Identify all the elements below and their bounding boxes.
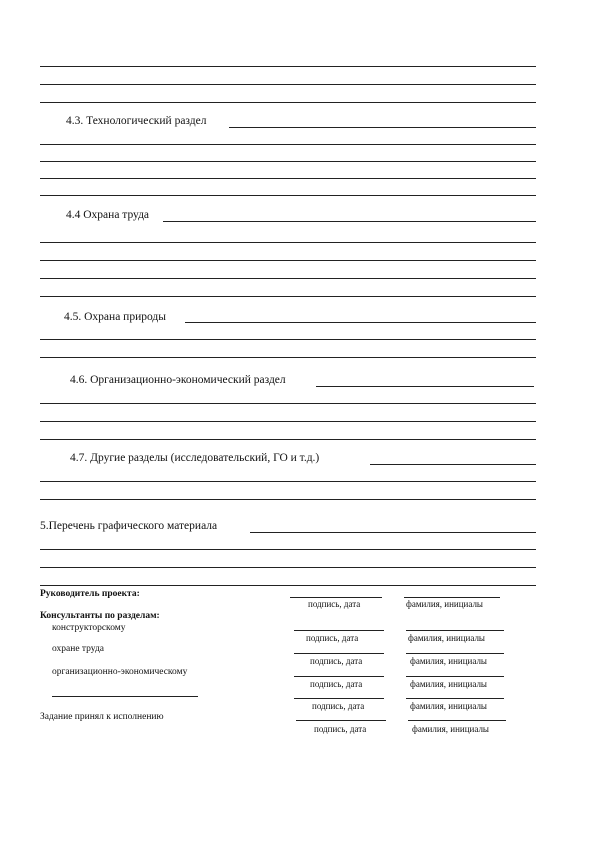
name-initials-caption: фамилия, инициалы [410, 701, 487, 711]
blank-line[interactable] [40, 549, 536, 550]
signature-line[interactable] [294, 698, 384, 699]
extra-consultant-line[interactable] [52, 696, 198, 697]
consultant-constructive-label: конструкторскому [52, 623, 126, 633]
section-nature-heading: 4.5. Охрана природы [64, 311, 166, 323]
name-initials-caption: фамилия, инициалы [412, 724, 489, 734]
consultants-label: Консультанты по разделам: [40, 611, 160, 621]
blank-line[interactable] [40, 195, 536, 196]
blank-line[interactable] [40, 260, 536, 261]
name-initials-caption: фамилия, инициалы [408, 633, 485, 643]
blank-line[interactable] [40, 403, 536, 404]
blank-line[interactable] [40, 161, 536, 162]
blank-line[interactable] [40, 296, 536, 297]
sign-date-caption: подпись, дата [312, 701, 365, 711]
signature-line[interactable] [294, 653, 384, 654]
section-econ-heading: 4.6. Организационно-экономический раздел [70, 374, 286, 386]
project-head-label: Руководитель проекта: [40, 589, 140, 599]
blank-line[interactable] [40, 278, 536, 279]
consultant-econ-label: организационно-экономическому [52, 667, 188, 677]
blank-line[interactable] [40, 242, 536, 243]
name-initials-caption: фамилия, инициалы [410, 656, 487, 666]
name-initials-caption: фамилия, инициалы [410, 679, 487, 689]
name-line[interactable] [408, 720, 506, 721]
blank-line[interactable] [40, 567, 536, 568]
consultant-labor-label: охране труда [52, 644, 104, 654]
task-accepted-label: Задание принял к исполнению [40, 712, 164, 722]
signature-line[interactable] [290, 597, 382, 598]
blank-line[interactable] [40, 439, 536, 440]
name-line[interactable] [404, 597, 500, 598]
name-line[interactable] [406, 698, 504, 699]
name-line[interactable] [406, 653, 504, 654]
section-tech-heading: 4.3. Технологический раздел [66, 115, 207, 127]
section-graphics-fill-line[interactable] [250, 532, 536, 533]
sign-date-caption: подпись, дата [310, 656, 363, 666]
signature-line[interactable] [294, 676, 384, 677]
blank-line[interactable] [40, 144, 536, 145]
name-line[interactable] [406, 676, 504, 677]
signature-line[interactable] [296, 720, 386, 721]
section-other-heading: 4.7. Другие разделы (исследовательский, ГО и т.д.) [70, 452, 320, 464]
sign-date-caption: подпись, дата [306, 633, 359, 643]
blank-line[interactable] [40, 66, 536, 67]
blank-line[interactable] [40, 102, 536, 103]
section-econ-fill-line[interactable] [316, 386, 534, 387]
section-other-fill-line[interactable] [370, 464, 536, 465]
blank-line[interactable] [40, 357, 536, 358]
section-labor-fill-line[interactable] [163, 221, 536, 222]
blank-line[interactable] [40, 585, 536, 586]
blank-line[interactable] [40, 421, 536, 422]
blank-line[interactable] [40, 499, 536, 500]
name-initials-caption: фамилия, инициалы [406, 599, 483, 609]
sign-date-caption: подпись, дата [310, 679, 363, 689]
section-graphics-heading: 5.Перечень графического материала [40, 520, 218, 532]
sign-date-caption: подпись, дата [308, 599, 361, 609]
name-line[interactable] [406, 630, 504, 631]
blank-line[interactable] [40, 178, 536, 179]
sign-date-caption: подпись, дата [314, 724, 367, 734]
blank-line[interactable] [40, 84, 536, 85]
section-tech-fill-line[interactable] [229, 127, 536, 128]
blank-line[interactable] [40, 339, 536, 340]
blank-line[interactable] [40, 481, 536, 482]
section-nature-fill-line[interactable] [185, 322, 536, 323]
section-labor-heading: 4.4 Охрана труда [66, 209, 150, 221]
signature-line[interactable] [294, 630, 384, 631]
